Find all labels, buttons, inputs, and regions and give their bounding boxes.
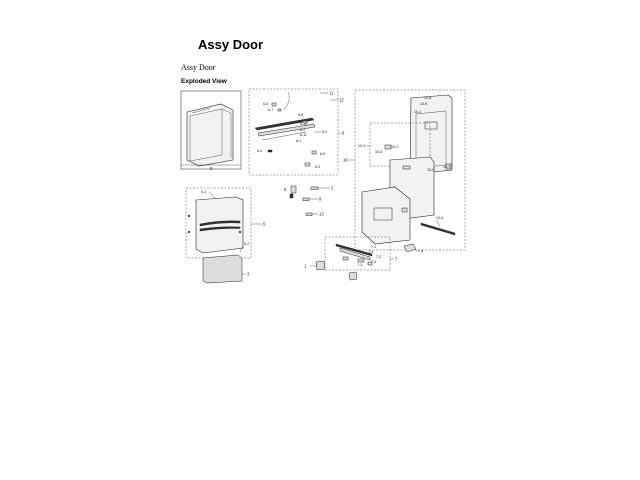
callout-5-2: 5-2 [244,242,250,246]
part-10-4-clip [402,208,407,212]
callout-10-1: 10-1 [414,110,422,114]
callout-6-9: 6-9 [300,128,306,132]
callout-10-2: 10-2 [391,145,399,149]
part-8-clip [290,194,293,198]
control-cable [284,92,289,110]
dishwasher-body [187,104,233,166]
kick-plate [203,255,242,283]
callout-6-1: 6-1 [296,139,302,143]
callout-7-3: 7-3 [357,263,363,267]
part-4-group [404,244,424,254]
callout-7-2: 7-2 [376,255,382,259]
screw-right [239,231,241,233]
callout-5: 5 [263,221,266,227]
callout-9: 9 [319,196,322,202]
part-kick-plate [203,255,250,283]
group-hinge-assembly [304,237,398,280]
part-9 [303,198,309,201]
callout-4: 4 [421,248,424,254]
leader-10-4 [436,220,440,226]
part-6-7 [278,109,281,111]
inner-door-panel [362,187,410,244]
screw-left-top [188,215,190,217]
callout-10-7: 10-7 [443,165,451,169]
callout-7-5: 7-5 [371,260,377,264]
part-6-4 [268,150,272,152]
callout-10-6: 10-6 [375,150,383,154]
callout-6-8: 6-8 [298,113,304,117]
callout-6-4: 6-4 [257,149,263,153]
part-2 [311,187,318,190]
callout-10-5: 10-5 [427,168,435,172]
callout-10: 10 [343,157,348,163]
part-6-3 [305,163,310,166]
callout-1: 1 [304,263,307,269]
callout-12: 12 [339,97,344,103]
door-gasket [421,223,455,235]
part-6-6 [272,103,276,106]
part-7-5 [343,257,348,260]
callout-6-7: 6-7 [268,108,274,112]
callout-8: 8 [284,187,287,192]
page-subtitle: Assy Door [181,63,216,72]
callout-7-4: 7-4 [368,250,374,254]
part-1 [316,261,325,270]
page-title: Assy Door [198,37,264,52]
group-inner-door [343,90,465,250]
callout-7-1: 7-1 [371,245,377,249]
callout-6: 6 [342,130,345,136]
group-outer-door [186,188,266,258]
callout-11: 11 [329,90,334,96]
callout-10-9: 10-9 [420,102,428,106]
section-heading: Exploded View [181,78,227,85]
part-6-5 [312,151,316,154]
callout-10-4: 10-4 [436,216,444,220]
callout-6-10: 6-10 [300,122,308,126]
part-4 [404,244,416,252]
group-control-panel [249,89,345,175]
callout-6-2: 6-2 [322,130,328,134]
callout-13: 13 [319,211,324,217]
callout-6-3: 6-3 [315,165,321,169]
screw-left-bottom [188,231,190,233]
leader-5-1 [209,192,216,199]
callout-6-5: 6-5 [320,152,326,156]
callout-10-8: 10-8 [424,96,432,100]
part-10-5-hinge [403,166,410,169]
part-8 [291,186,296,193]
callout-0: 0 [210,166,213,171]
callout-6-11: 6-11 [300,133,307,137]
part-13 [306,213,312,216]
callout-10-3: 10-3 [358,144,366,148]
callout-3: 3 [247,271,250,277]
callout-7: 7 [395,256,398,262]
callout-5-1: 5-1 [201,190,207,194]
group-small-parts [284,186,334,217]
callout-2: 2 [331,185,334,191]
group-dishwasher [181,91,241,171]
callout-6-6: 6-6 [263,102,269,106]
part-7-3 [358,259,364,262]
part-1-lower [349,272,357,280]
